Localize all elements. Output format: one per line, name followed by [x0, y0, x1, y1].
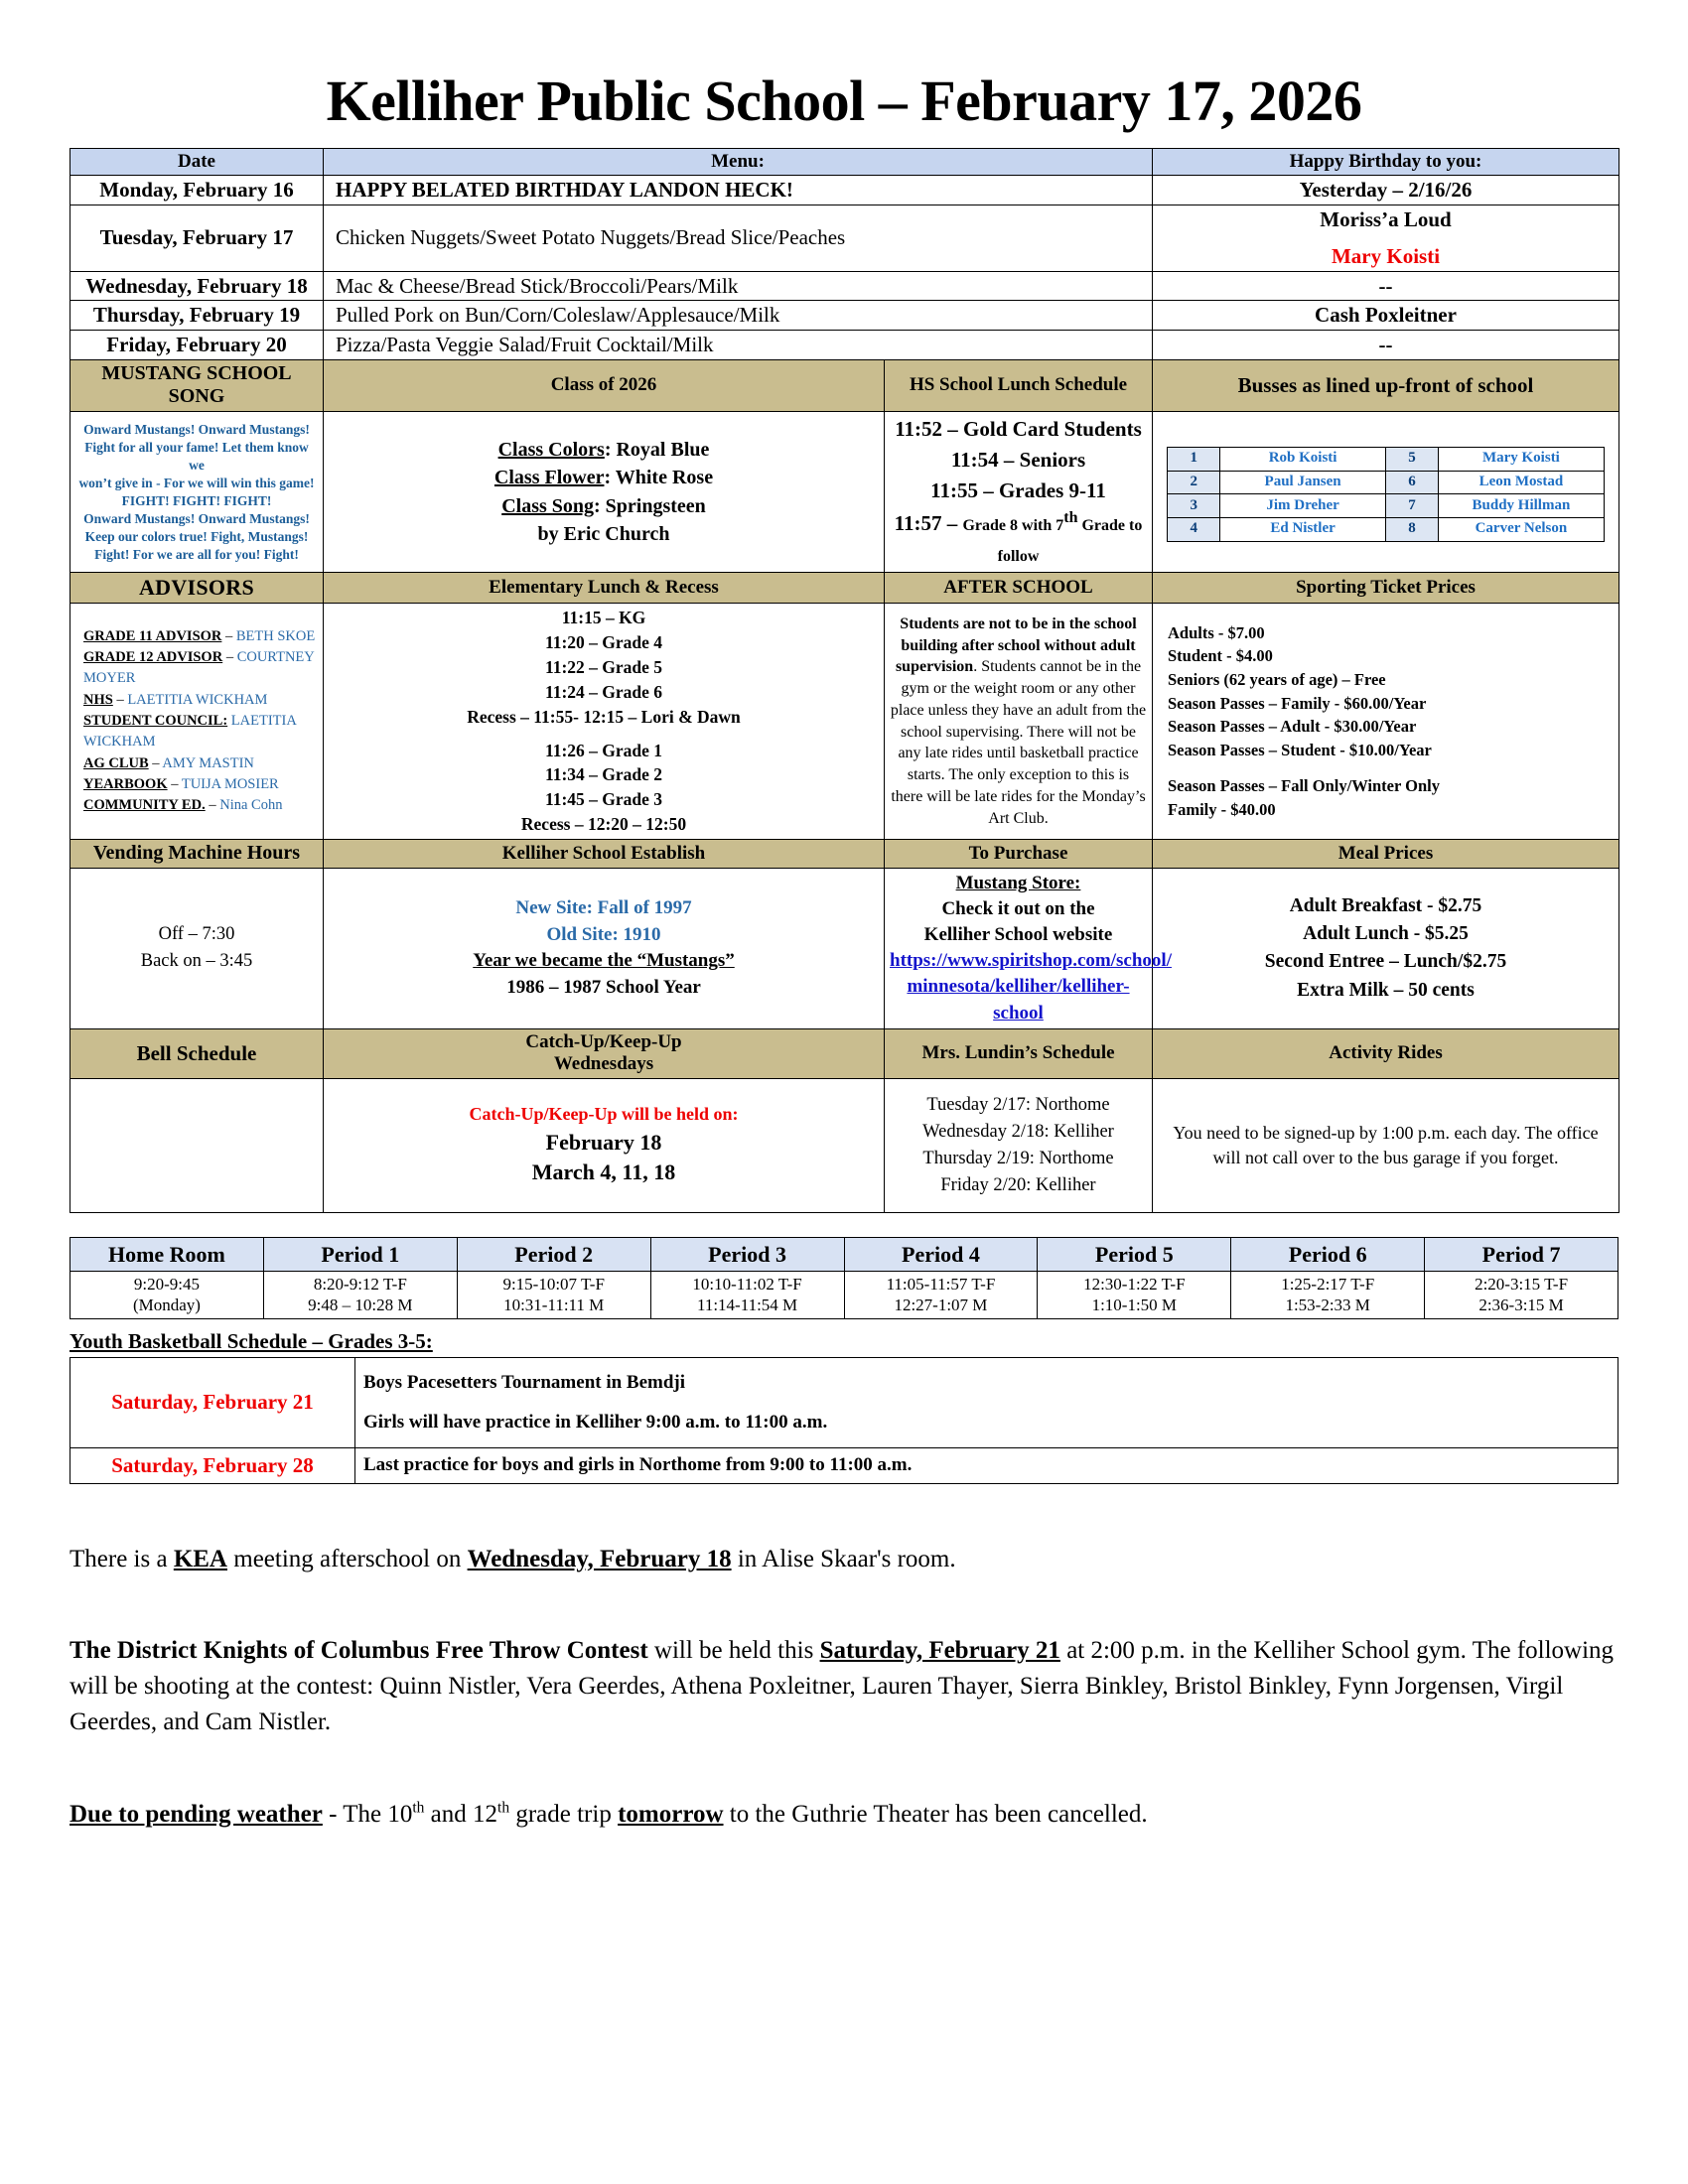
section-header-school-song: MUSTANG SCHOOL SONG	[70, 359, 324, 411]
elementary-body	[324, 604, 885, 840]
school-song-body	[70, 412, 324, 573]
mustang-store-label: Mustang Store:	[955, 872, 1081, 893]
busses-body	[1153, 412, 1619, 573]
bus-number: 5	[1386, 447, 1439, 471]
class-song-value: : Springsteen	[594, 494, 706, 517]
kea-mid: meeting afterschool on	[227, 1545, 468, 1572]
weather-cancellation-note	[70, 1797, 1618, 1833]
advisors-list	[75, 626, 318, 817]
basketball-event-line: Girls will have practice in Kelliher 9:00 a.m. to 11:00 a.m.	[363, 1411, 828, 1433]
after-school-bold: Students are not to be in the school building after school without adult supervision	[895, 614, 1137, 676]
purchase-details	[890, 871, 1172, 1026]
section-header-catch-up	[324, 1028, 885, 1078]
ticket-price-line: Student - $4.00	[1168, 646, 1273, 666]
advisor-role: STUDENT COUNCIL:	[83, 713, 228, 730]
song-line: Onward Mustangs! Onward Mustangs!	[83, 510, 310, 526]
after-school-body	[885, 604, 1153, 840]
section-header-row-3	[70, 840, 1619, 869]
kea-meeting-note	[70, 1542, 1618, 1577]
class-colors-label: Class Colors	[497, 438, 605, 461]
advisor-sep: –	[167, 776, 182, 792]
menu-item: HAPPY BELATED BIRTHDAY LANDON HECK!	[324, 176, 1153, 205]
song-line: Fight for all your fame! Let them know we	[84, 439, 309, 473]
new-site-line: New Site: Fall of 1997	[515, 897, 692, 919]
menu-header-row	[70, 148, 1619, 175]
period-time-m: 10:31-11:11 M	[503, 1296, 605, 1315]
basketball-date: Saturday, February 21	[70, 1357, 355, 1447]
elem-time-line: 11:20 – Grade 4	[544, 632, 663, 653]
knights-lead: The District Knights of Columbus Free Throw Contest	[70, 1636, 648, 1664]
lundin-day-line: Thursday 2/19: Northome	[922, 1148, 1114, 1168]
period-time-tf: 2:20-3:15 T-F	[1475, 1275, 1569, 1295]
ticket-price-line: Seniors (62 years of age) – Free	[1168, 670, 1386, 690]
advisor-item	[83, 690, 318, 711]
bus-driver: Leon Mostad	[1439, 471, 1605, 494]
basketball-event-line: Boys Pacesetters Tournament in Bemdji	[363, 1371, 686, 1393]
lundin-day-line: Wednesday 2/18: Kelliher	[922, 1121, 1114, 1142]
advisor-sep: –	[221, 627, 236, 644]
kea-post: in Alise Skaar's room.	[731, 1545, 956, 1572]
after-school-text	[890, 614, 1147, 830]
class-song-line	[329, 492, 879, 520]
bus-list-table	[1167, 447, 1605, 542]
section-body-row-1	[70, 412, 1619, 573]
bus-driver: Paul Jansen	[1220, 471, 1386, 494]
lundin-day-line: Tuesday 2/17: Northome	[926, 1095, 1110, 1116]
knights-of-columbus-note	[70, 1633, 1618, 1741]
catch-up-date: February 18	[545, 1129, 662, 1155]
advisor-role: NHS	[83, 691, 113, 708]
lunch-time-line: 11:55 – Grades 9-11	[930, 478, 1106, 503]
period-time-cell	[1231, 1272, 1425, 1319]
table-row	[1168, 471, 1605, 494]
period-time-m: 2:36-3:15 M	[1478, 1296, 1564, 1315]
section-header-row-1	[70, 359, 1619, 411]
elem-time-line: 11:26 – Grade 1	[544, 740, 663, 760]
bus-number: 1	[1168, 447, 1220, 471]
section-body-row-3	[70, 868, 1619, 1028]
advisor-name: Nina Cohn	[219, 797, 283, 814]
advisor-name: LAETITIA WICKHAM	[83, 713, 297, 751]
section-header-row-2	[70, 573, 1619, 604]
bus-driver: Jim Dreher	[1220, 494, 1386, 518]
ticket-price-line: Season Passes – Family - $60.00/Year	[1168, 693, 1427, 713]
menu-item: Mac & Cheese/Bread Stick/Broccoli/Pears/Milk	[324, 271, 1153, 301]
section-header-activity-rides: Activity Rides	[1153, 1028, 1619, 1078]
catch-up-body	[324, 1078, 885, 1212]
bus-driver: Buddy Hillman	[1439, 494, 1605, 518]
period-header-cell: Period 5	[1038, 1237, 1231, 1272]
school-song-lyrics	[75, 421, 318, 564]
hs-lunch-body	[885, 412, 1153, 573]
vending-body	[70, 868, 324, 1028]
period-time-m: 11:14-11:54 M	[696, 1296, 798, 1315]
table-row	[70, 1447, 1618, 1483]
weather-tomorrow: tomorrow	[618, 1800, 724, 1828]
spirit-shop-link[interactable]: https://www.spiritshop.com/school/	[890, 950, 1172, 972]
bus-driver: Rob Koisti	[1220, 447, 1386, 471]
ticket-price-line: Adults - $7.00	[1168, 622, 1265, 642]
period-header-cell: Period 3	[650, 1237, 844, 1272]
purchase-body	[885, 868, 1172, 1028]
advisor-sep: –	[222, 649, 237, 666]
spacer	[70, 1213, 1618, 1237]
bell-schedule-body	[70, 1078, 324, 1212]
spacer	[1168, 761, 1614, 774]
period-time-cell	[844, 1272, 1038, 1319]
basketball-event: Last practice for boys and girls in Northome from 9:00 to 11:00 a.m.	[355, 1447, 1618, 1483]
weather-lead: Due to pending weather	[70, 1800, 323, 1828]
spirit-shop-link-cont[interactable]: minnesota/kelliher/kelliher-school	[907, 976, 1130, 1024]
bus-number: 6	[1386, 471, 1439, 494]
meal-prices-body	[1153, 868, 1619, 1028]
bus-number: 8	[1386, 517, 1439, 541]
menu-date: Thursday, February 19	[70, 301, 324, 331]
after-school-rest: . Students cannot be in the gym or the weight room or any other place unless they have an adult from the school supervising. There will not be any late rides until basketball practice starts. The only exception to this is there will be late rides for the Monday’s Art Club.	[890, 658, 1147, 827]
lunch-last-sup: th	[1063, 509, 1078, 527]
birthday-name: Moriss’a Loud	[1320, 207, 1452, 232]
bus-number: 3	[1168, 494, 1220, 518]
period-time-cell	[457, 1272, 650, 1319]
menu-item: Pulled Pork on Bun/Corn/Coleslaw/Applesauce/Milk	[324, 301, 1153, 331]
period-time-m: 9:48 – 10:28 M	[308, 1296, 413, 1315]
birthday-cell: Cash Poxleitner	[1153, 301, 1619, 331]
spacer	[329, 730, 879, 739]
catch-up-date: March 4, 11, 18	[531, 1160, 676, 1185]
basketball-event	[355, 1357, 1618, 1447]
section-header-lundin: Mrs. Lundin’s Schedule	[885, 1028, 1153, 1078]
song-line: won’t give in - For we will win this game!	[78, 475, 315, 490]
lundin-day-line: Friday 2/20: Kelliher	[940, 1174, 1096, 1195]
elem-time-line: 11:15 – KG	[561, 608, 646, 628]
section-body-row-4	[70, 1078, 1619, 1212]
advisor-role: GRADE 11 ADVISOR	[83, 627, 222, 644]
meal-price-list	[1158, 892, 1614, 1005]
lundin-body	[885, 1078, 1153, 1212]
advisor-item	[83, 774, 318, 795]
advisor-sep: –	[205, 797, 220, 814]
table-row	[70, 301, 1619, 331]
youth-basketball-table	[70, 1357, 1618, 1484]
birthday-name-highlighted: Mary Koisti	[1331, 243, 1441, 268]
catch-up-notice: Catch-Up/Keep-Up will be held on:	[469, 1104, 739, 1125]
menu-date: Friday, February 20	[70, 331, 324, 360]
advisor-item	[83, 753, 318, 774]
section-header-establish: Kelliher School Establish	[324, 840, 885, 869]
song-line: Fight! For we are all for you! Fight!	[94, 546, 299, 562]
bus-number: 4	[1168, 517, 1220, 541]
youth-basketball-title: Youth Basketball Schedule – Grades 3-5:	[70, 1328, 433, 1353]
period-time-cell	[650, 1272, 844, 1319]
table-row	[70, 205, 1619, 272]
purchase-line: Kelliher School website	[923, 924, 1113, 946]
advisor-item	[83, 711, 318, 753]
knights-date: Saturday, February 21	[819, 1636, 1060, 1664]
menu-item: Chicken Nuggets/Sweet Potato Nuggets/Bread Slice/Peaches	[324, 205, 1153, 272]
advisor-name: AMY MASTIN	[162, 754, 254, 771]
class-colors-value: : Royal Blue	[604, 438, 710, 461]
period-time-tf: 9:15-10:07 T-F	[502, 1275, 605, 1295]
lunch-time-line: 11:52 – Gold Card Students	[895, 417, 1142, 442]
menu-col-birthday: Happy Birthday to you:	[1153, 148, 1619, 175]
elem-time-line: 11:24 – Grade 6	[544, 681, 663, 702]
section-header-elementary: Elementary Lunch & Recess	[324, 573, 885, 604]
page-title: Kelliher Public School – February 17, 2026	[326, 68, 1362, 133]
period-header-row	[70, 1237, 1618, 1272]
lundin-schedule-list	[890, 1092, 1147, 1198]
weather-sup-b: th	[497, 1799, 510, 1817]
birthday-cell: --	[1153, 331, 1619, 360]
class-song-label: Class Song	[501, 494, 594, 517]
vending-hours	[75, 921, 318, 975]
period-time-cell	[70, 1272, 264, 1319]
table-row	[70, 1357, 1618, 1447]
section-header-purchase: To Purchase	[885, 840, 1153, 869]
basketball-date: Saturday, February 28	[70, 1447, 355, 1483]
period-header-cell: Period 2	[457, 1237, 650, 1272]
section-header-row-4	[70, 1028, 1619, 1078]
weather-post: to the Guthrie Theater has been cancelled.	[723, 1800, 1148, 1828]
table-row	[1168, 447, 1605, 471]
period-header-cell: Period 6	[1231, 1237, 1425, 1272]
menu-date: Monday, February 16	[70, 176, 324, 205]
ticket-price-list	[1158, 621, 1614, 822]
section-header-busses: Busses as lined up-front of school	[1153, 359, 1619, 411]
ticket-price-line: Season Passes – Student - $10.00/Year	[1168, 740, 1432, 759]
period-header-cell: Period 1	[263, 1237, 457, 1272]
table-row	[70, 271, 1619, 301]
bus-driver: Ed Nistler	[1220, 517, 1386, 541]
ticket-price-line: Season Passes – Adult - $30.00/Year	[1168, 717, 1417, 737]
weather-sup-a: th	[412, 1799, 425, 1817]
section-header-class-2026: Class of 2026	[324, 359, 885, 411]
period-time-m: 12:27-1:07 M	[894, 1296, 988, 1315]
section-header-tickets: Sporting Ticket Prices	[1153, 573, 1619, 604]
elementary-times	[329, 606, 879, 837]
elem-time-line: 11:45 – Grade 3	[544, 789, 663, 810]
elem-recess-line: Recess – 11:55- 12:15 – Lori & Dawn	[467, 706, 741, 727]
catch-up-heading-2: Wednesdays	[553, 1053, 654, 1075]
advisors-body	[70, 604, 324, 840]
section-header-vending: Vending Machine Hours	[70, 840, 324, 869]
weather-mid-a: - The 10	[322, 1800, 413, 1828]
song-line: Onward Mustangs! Onward Mustangs!	[83, 421, 310, 437]
meal-price-line: Adult Breakfast - $2.75	[1289, 894, 1482, 916]
advisor-role: COMMUNITY ED.	[83, 797, 206, 814]
period-header-cell: Period 7	[1425, 1237, 1618, 1272]
advisor-name: LAETITIA WICKHAM	[127, 691, 268, 708]
activity-rides-body	[1153, 1078, 1619, 1212]
period-time-tf: 11:05-11:57 T-F	[886, 1275, 996, 1295]
knights-post: at 2:00 p.m. in the Kelliher School gym. The following will be shooting at the contest: Quinn Nistler, Vera Geerdes, Athena Poxleitner, Lauren Thayer, Sierra Binkley, Bristol Binkley, Fynn Jorgensen, Virgil Geerdes, and Cam Nistler.	[70, 1636, 1615, 1736]
birthday-cell	[1153, 205, 1619, 272]
weather-mid-b: and 12	[424, 1800, 498, 1828]
advisor-sep: –	[148, 754, 163, 771]
advisor-name: TUIJA MOSIER	[181, 776, 279, 792]
period-time-cell	[263, 1272, 457, 1319]
period-time-m: 1:10-1:50 M	[1091, 1296, 1178, 1315]
advisor-item	[83, 795, 318, 816]
menu-date: Tuesday, February 17	[70, 205, 324, 272]
class-colors-line	[329, 436, 879, 464]
birthday-cell: --	[1153, 271, 1619, 301]
table-row	[70, 331, 1619, 360]
period-time-tf: 9:20-9:45	[133, 1275, 200, 1295]
song-line: Keep our colors true! Fight, Mustangs!	[84, 528, 309, 544]
advisor-item	[83, 647, 318, 690]
class-song-artist: by Eric Church	[537, 523, 670, 546]
bus-number: 7	[1386, 494, 1439, 518]
period-time-tf: 8:20-9:12 T-F	[313, 1275, 407, 1295]
advisor-role: GRADE 12 ADVISOR	[83, 649, 223, 666]
catch-up-heading-1: Catch-Up/Keep-Up	[525, 1030, 682, 1052]
ticket-price-line: Season Passes – Fall Only/Winter Only	[1168, 776, 1440, 796]
table-row	[1168, 494, 1605, 518]
class-2026-body	[324, 412, 885, 573]
tickets-body	[1153, 604, 1619, 840]
meal-price-line: Second Entree – Lunch/$2.75	[1264, 951, 1507, 973]
lunch-time-line-last	[890, 506, 1147, 570]
class-2026-details	[329, 436, 879, 549]
kea-date: Wednesday, February 18	[467, 1545, 732, 1572]
advisor-name: COURTNEY MOYER	[83, 649, 315, 687]
period-time-cell	[1038, 1272, 1231, 1319]
mustang-year-label: Year we became the “Mustangs”	[473, 950, 735, 972]
hs-lunch-times	[890, 414, 1147, 570]
knights-mid: will be held this	[647, 1636, 820, 1664]
advisor-name: BETH SKOE	[235, 627, 316, 644]
meal-price-line: Extra Milk – 50 cents	[1297, 979, 1475, 1001]
kea-pre: There is a	[70, 1545, 174, 1572]
lunch-time-line: 11:54 – Seniors	[950, 448, 1086, 473]
lunch-last-time: 11:57 –	[894, 511, 963, 536]
menu-date: Wednesday, February 18	[70, 271, 324, 301]
section-header-meal-prices: Meal Prices	[1153, 840, 1619, 869]
old-site-line: Old Site: 1910	[546, 923, 661, 945]
section-header-after-school: AFTER SCHOOL	[885, 573, 1153, 604]
advisor-role: YEARBOOK	[83, 776, 168, 792]
advisor-sep: –	[112, 691, 128, 708]
bus-number: 2	[1168, 471, 1220, 494]
kea-acronym: KEA	[173, 1545, 227, 1572]
song-line: FIGHT! FIGHT! FIGHT!	[121, 492, 272, 508]
weather-mid-c: grade trip	[509, 1800, 619, 1828]
menu-item: Pizza/Pasta Veggie Salad/Fruit Cocktail/Milk	[324, 331, 1153, 360]
period-time-tf: 1:25-2:17 T-F	[1281, 1275, 1375, 1295]
elem-time-line: 11:22 – Grade 5	[544, 657, 663, 678]
activity-rides-text: You need to be signed-up by 1:00 p.m. each day. The office will not call over to the bus garage if you forget.	[1173, 1122, 1599, 1167]
lunch-last-text-a: Grade 8 with 7	[962, 517, 1064, 535]
vending-on-line: Back on – 3:45	[140, 951, 253, 972]
menu-col-date: Date	[70, 148, 324, 175]
table-row	[1168, 517, 1605, 541]
section-body-row-2	[70, 604, 1619, 840]
advisor-item	[83, 626, 318, 647]
main-information-table	[70, 148, 1619, 1213]
menu-col-menu: Menu:	[324, 148, 1153, 175]
period-time-m: (Monday)	[132, 1296, 201, 1315]
elem-time-line: 11:34 – Grade 2	[544, 764, 663, 785]
advisor-role: AG CLUB	[83, 754, 149, 771]
class-flower-value: : White Rose	[604, 467, 714, 489]
period-time-tf: 12:30-1:22 T-F	[1083, 1275, 1186, 1295]
class-flower-line	[329, 464, 879, 491]
bus-driver: Mary Koisti	[1439, 447, 1605, 471]
establish-details	[329, 895, 879, 1001]
period-header-cell: Home Room	[70, 1237, 264, 1272]
table-row	[70, 176, 1619, 205]
elem-recess-line: Recess – 12:20 – 12:50	[520, 814, 687, 835]
meal-price-line: Adult Lunch - $5.25	[1303, 923, 1469, 944]
mustang-year-value: 1986 – 1987 School Year	[506, 976, 701, 998]
establish-body	[324, 868, 885, 1028]
section-header-advisors: ADVISORS	[70, 573, 324, 604]
section-header-bell-schedule: Bell Schedule	[70, 1028, 324, 1078]
period-time-tf: 10:10-11:02 T-F	[692, 1275, 802, 1295]
period-time-cell	[1425, 1272, 1618, 1319]
period-header-cell: Period 4	[844, 1237, 1038, 1272]
period-times-row-tf	[70, 1272, 1618, 1319]
catch-up-details	[329, 1102, 879, 1188]
section-header-hs-lunch: HS School Lunch Schedule	[885, 359, 1153, 411]
birthday-cell: Yesterday – 2/16/26	[1153, 176, 1619, 205]
bus-driver: Carver Nelson	[1439, 517, 1605, 541]
ticket-price-line: Family - $40.00	[1168, 800, 1276, 819]
period-time-m: 1:53-2:33 M	[1285, 1296, 1370, 1315]
vending-off-line: Off – 7:30	[158, 924, 235, 945]
lunch-last-text-b: Grade to follow	[997, 517, 1143, 566]
period-schedule-table	[70, 1237, 1618, 1319]
class-flower-label: Class Flower	[493, 467, 605, 489]
purchase-line: Check it out on the	[941, 897, 1095, 919]
